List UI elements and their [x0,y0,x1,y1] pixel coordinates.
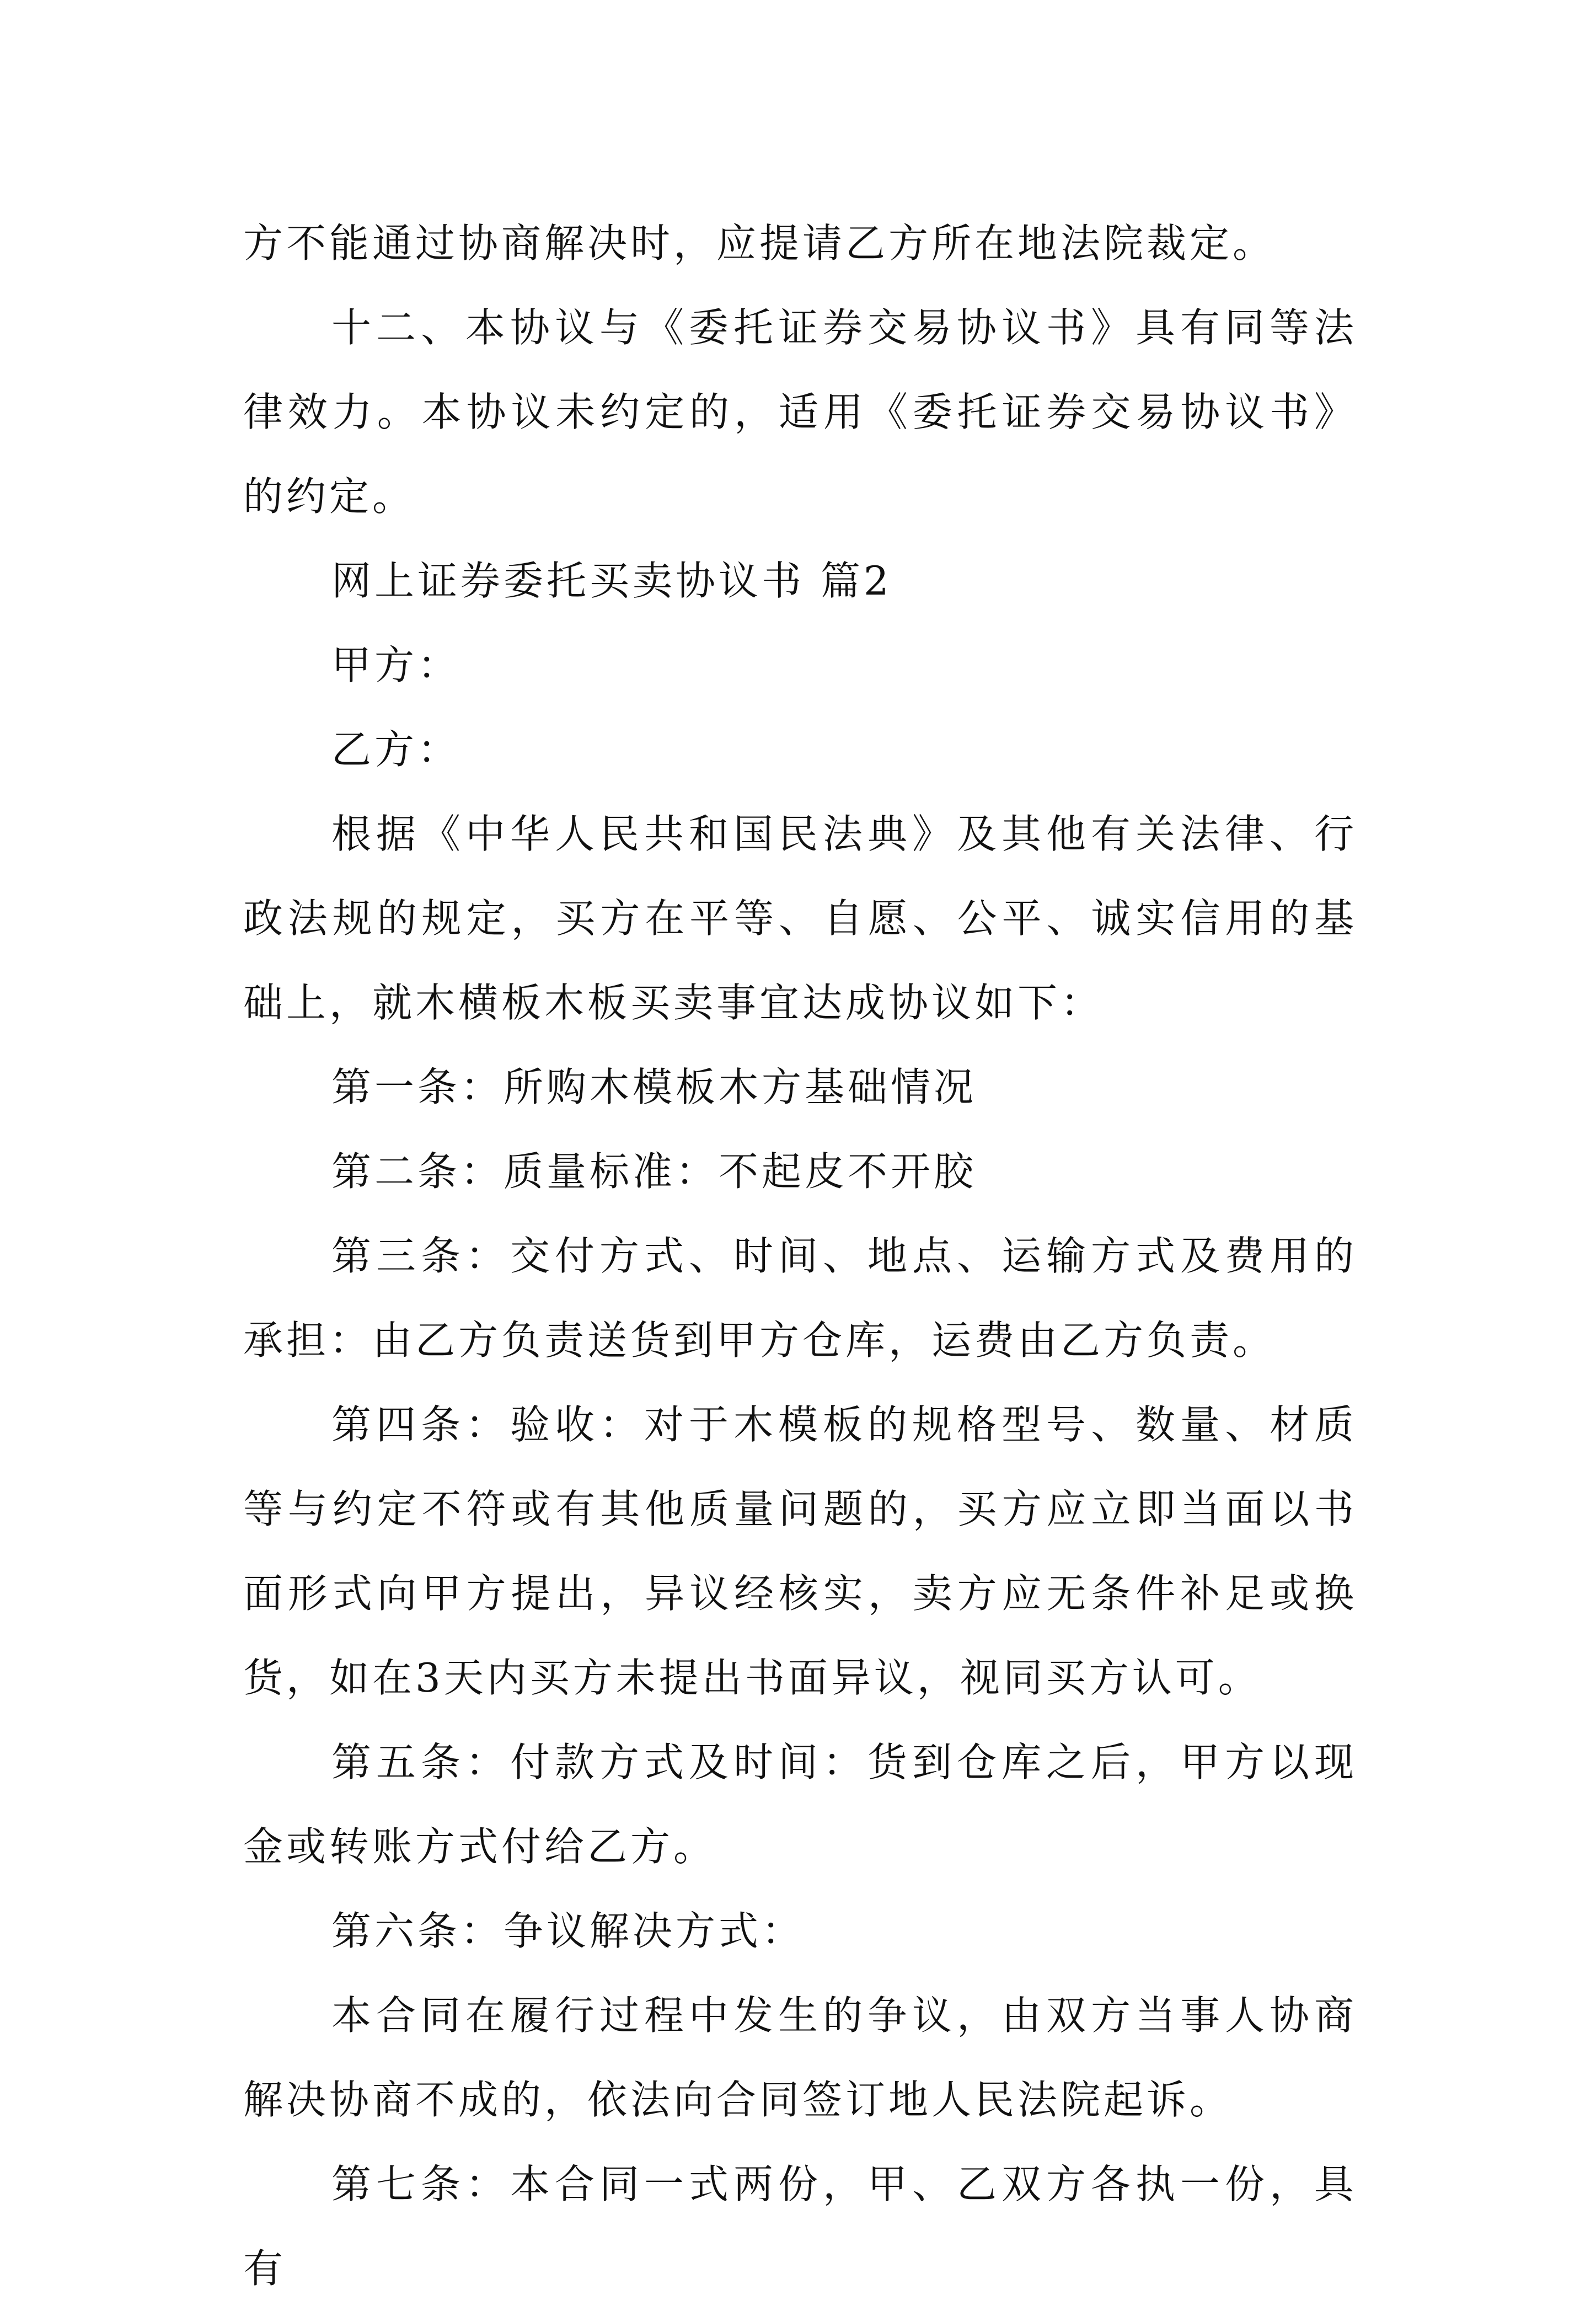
document-body [243,201,1357,2311]
article-3: 第三条：交付方式、时间、地点、运输方式及费用的承担：由乙方负责送货到甲方仓库，运费由乙方负责。 [243,1233,1357,1363]
article-6: 第六条：争议解决方式： [331,1908,805,1954]
party-a-line: 甲方： [331,642,461,688]
party-b-line: 乙方： [331,726,461,773]
section-title: 网上证券委托买卖协议书 篇2 [331,558,892,604]
article-4: 第四条：验收：对于木模板的规格型号、数量、材质等与约定不符或有其他质量问题的，买方应立即当面以书面形式向甲方提出，异议经核实，卖方应无条件补足或换货，如在3天内买方未提出书面异议，视同买方认可。 [243,1401,1357,1701]
article-2: 第二条：质量标准：不起皮不开胶 [331,1148,977,1195]
article-6-detail: 本合同在履行过程中发生的争议，由双方当事人协商解决协商不成的，依法向合同签订地人民法院起诉。 [243,1992,1357,2123]
article-5: 第五条：付款方式及时间：货到仓库之后，甲方以现金或转账方式付给乙方。 [243,1739,1357,1870]
paragraph-continuation: 方不能通过协商解决时，应提请乙方所在地法院裁定。 [243,220,1276,266]
paragraph-clause-12: 十二、本协议与《委托证券交易协议书》具有同等法律效力。本协议未约定的，适用《委托证券交易协议书》的约定。 [243,304,1357,520]
article-7: 第七条：本合同一式两份，甲、乙双方各执一份，具有 [243,2161,1357,2292]
article-1: 第一条：所购木模板木方基础情况 [331,1064,977,1110]
paragraph-preamble: 根据《中华人民共和国民法典》及其他有关法律、行政法规的规定，买方在平等、自愿、公平、诚实信用的基础上，就木横板木板买卖事宜达成协议如下： [243,811,1357,1026]
